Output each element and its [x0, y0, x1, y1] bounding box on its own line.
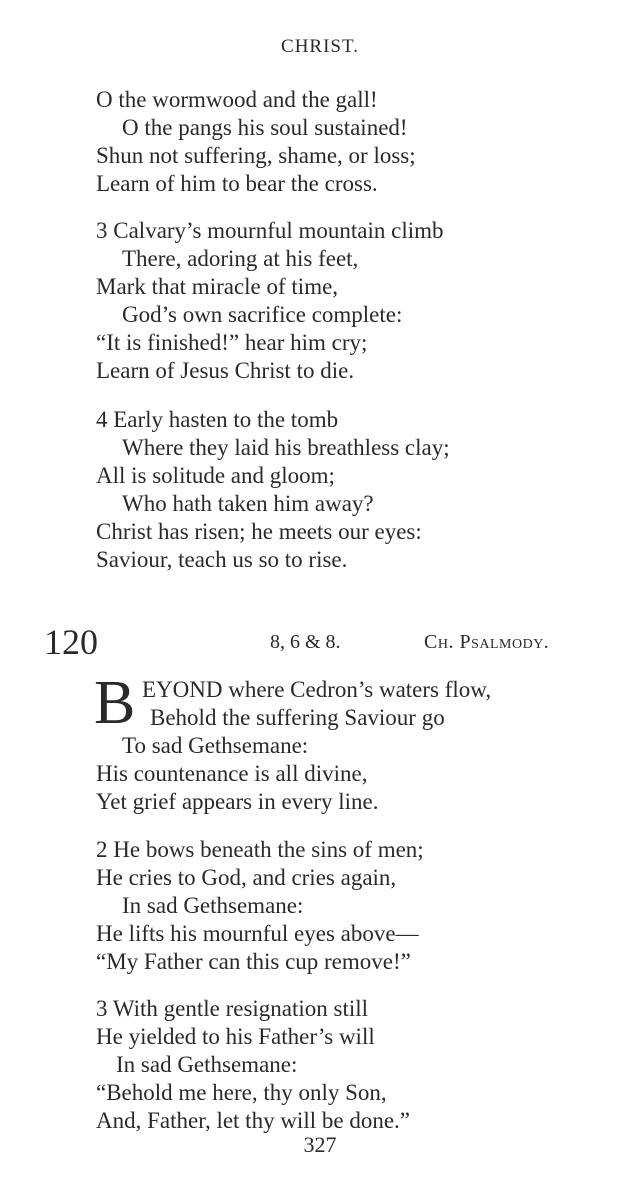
- verse-line: His countenance is all divine,: [96, 761, 368, 786]
- drop-cap: B: [94, 669, 136, 737]
- verse-line: “Behold me here, thy only Son,: [96, 1080, 387, 1105]
- verse-line: “It is finished!” hear him cry;: [96, 330, 368, 355]
- verse-line: EYOND where Cedron’s waters flow,: [142, 677, 492, 702]
- page-number: 327: [303, 1132, 337, 1157]
- verse-line: Learn of him to bear the cross.: [96, 171, 378, 196]
- hymn-verse-2: [96, 836, 616, 976]
- verse-line: Behold the suffering Saviour go: [150, 705, 445, 730]
- hymn-verse-1: [94, 669, 616, 816]
- verse-line: In sad Gethsemane:: [122, 893, 304, 918]
- verse-line: He cries to God, and cries again,: [96, 865, 397, 890]
- hymn-header: [44, 620, 604, 664]
- verse-line: Who hath taken him away?: [122, 491, 374, 516]
- verse-line: Shun not suffering, shame, or loss;: [96, 143, 416, 168]
- verse-line: God’s own sacrifice complete:: [122, 302, 403, 327]
- verse-line: Mark that miracle of time,: [96, 274, 339, 299]
- verse-line: All is solitude and gloom;: [96, 463, 335, 488]
- verse-line: There, adoring at his feet,: [122, 246, 359, 271]
- verse-line: 3 Calvary’s mournful mountain climb: [96, 218, 444, 243]
- hymn-verse-3: [96, 995, 616, 1135]
- verse-line: Where they laid his breathless clay;: [122, 435, 450, 460]
- verse-line: “My Father can this cup remove!”: [96, 949, 411, 974]
- verse-line: And, Father, let thy will be done.”: [96, 1108, 410, 1133]
- verse-line: Christ has risen; he meets our eyes:: [96, 519, 422, 544]
- verse-line: 4 Early hasten to the tomb: [96, 407, 339, 432]
- verse-line: He lifts his mournful eyes above—: [96, 921, 419, 946]
- verse-line: Yet grief appears in every line.: [96, 789, 379, 814]
- verse-line: He yielded to his Father’s will: [96, 1024, 375, 1049]
- verse-line: Saviour, teach us so to rise.: [96, 547, 348, 572]
- verse-line: To sad Gethsemane:: [122, 733, 309, 758]
- stanza-continued: [96, 86, 616, 198]
- stanza-4: [96, 406, 616, 574]
- stanza-3: [96, 217, 616, 385]
- verse-line: In sad Gethsemane:: [116, 1052, 298, 1077]
- running-head: CHRIST.: [281, 36, 359, 57]
- verse-line: 2 He bows beneath the sins of men;: [96, 837, 424, 862]
- verse-line: O the pangs his soul sustained!: [122, 115, 408, 140]
- hymn-meter: 8, 6 & 8.: [270, 631, 341, 653]
- hymn-number: 120: [44, 622, 98, 662]
- verse-line: O the wormwood and the gall!: [96, 87, 378, 112]
- verse-line: 3 With gentle resignation still: [96, 996, 369, 1021]
- verse-line: Learn of Jesus Christ to die.: [96, 358, 355, 383]
- hymn-tune: Ch. Psalmody.: [424, 631, 550, 653]
